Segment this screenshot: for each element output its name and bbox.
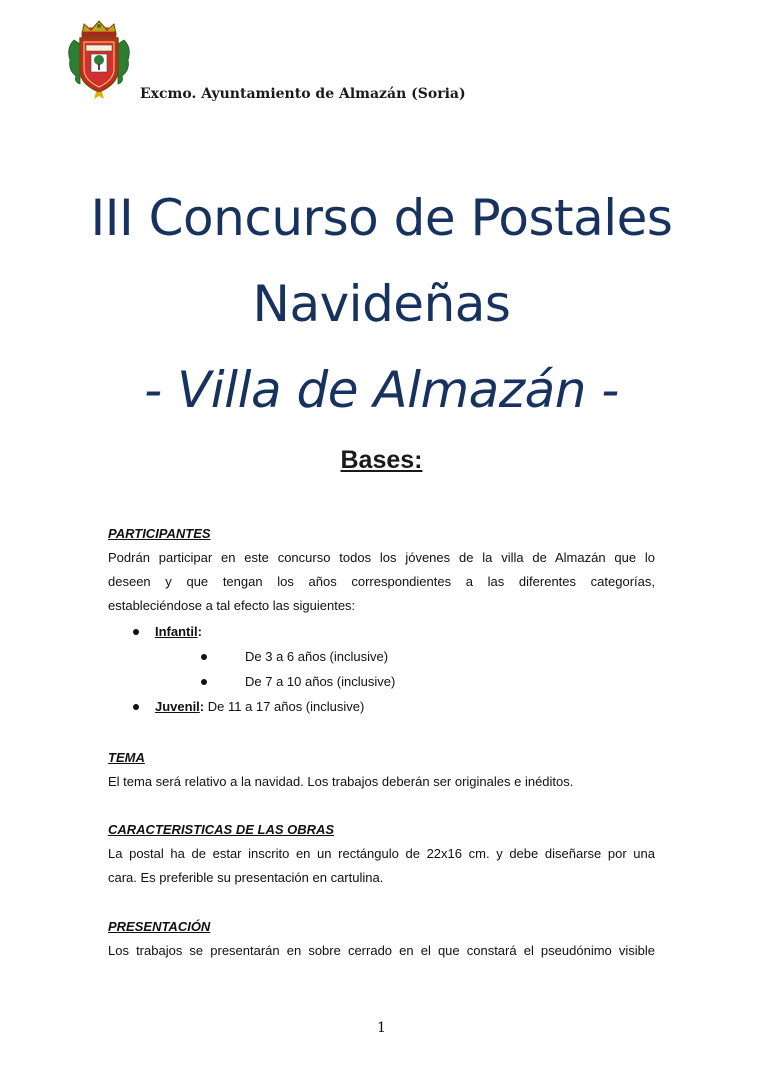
tema-text: El tema será relativo a la navidad. Los trabajos deberán ser originales e inéditos. — [108, 774, 574, 789]
infantil-age-range-2: De 7 a 10 años (inclusive) — [245, 674, 396, 689]
title-line-2: Navideñas — [252, 275, 511, 333]
bases-heading: Bases: — [340, 446, 423, 474]
caracteristicas-line-1: La postal ha de estar inscrito en un rectángulo de 22x16 cm. y debe diseñarse por una — [108, 846, 655, 861]
infantil-age-range-1: De 3 a 6 años (inclusive) — [245, 649, 389, 664]
coat-of-arms-icon — [64, 18, 134, 100]
caracteristicas-section — [108, 818, 655, 890]
bullet-icon — [201, 679, 207, 685]
title-line-3: - Villa de Almazán - — [144, 361, 619, 419]
presentacion-section — [108, 915, 655, 963]
participantes-paragraph-line-1: Podrán participar en este concurso todos los jóvenes de la villa de Almazán que lo — [108, 550, 655, 565]
category-infantil — [155, 620, 202, 644]
bullet-icon — [133, 704, 139, 710]
category-juvenil-label: Juvenil — [155, 699, 200, 714]
title-line-1: III Concurso de Postales — [90, 189, 673, 247]
presentacion-heading: PRESENTACIÓN — [108, 919, 211, 934]
participantes-paragraph-line-2: deseen y que tengan los años correspondientes a las diferentes categorías, — [108, 574, 655, 589]
document-title — [0, 175, 763, 433]
participantes-section — [108, 522, 655, 618]
participantes-paragraph-line-3: estableciéndose a tal efecto las siguientes: — [108, 598, 356, 613]
tema-heading: TEMA — [108, 750, 145, 765]
category-infantil-colon: : — [197, 624, 202, 639]
page-number: 1 — [377, 1020, 386, 1036]
category-juvenil-colon: : — [199, 699, 205, 714]
category-infantil-label: Infantil — [155, 624, 198, 639]
caracteristicas-heading: CARACTERISTICAS DE LAS OBRAS — [108, 822, 335, 837]
bullet-icon — [201, 654, 207, 660]
category-juvenil — [155, 695, 364, 719]
bullet-icon — [133, 629, 139, 635]
organization-name: Excmo. Ayuntamiento de Almazán (Soria) — [140, 86, 466, 102]
caracteristicas-line-2: cara. Es preferible su presentación en cartulina. — [108, 870, 384, 885]
category-juvenil-detail: De 11 a 17 años (inclusive) — [204, 699, 365, 714]
tema-section — [108, 746, 655, 794]
presentacion-line-1: Los trabajos se presentarán en sobre cerrado en el que constará el pseudónimo visible — [108, 943, 655, 958]
participantes-heading: PARTICIPANTES — [108, 526, 211, 541]
